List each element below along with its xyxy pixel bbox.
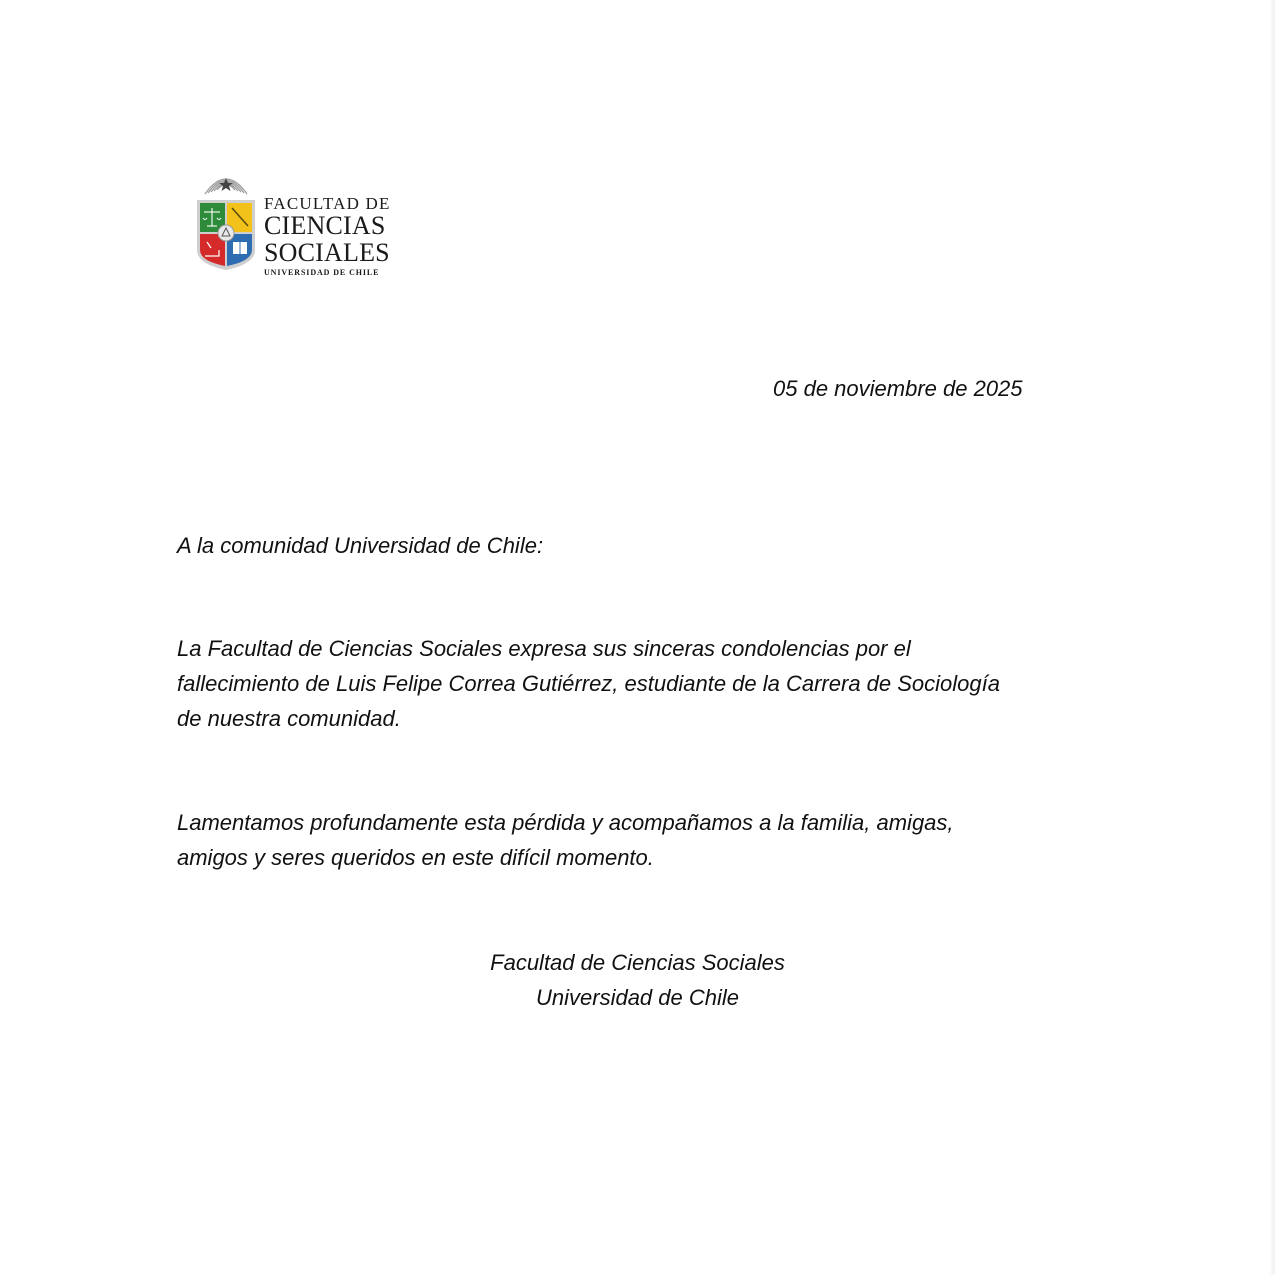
support-paragraph — [177, 805, 954, 875]
signature-faculty: Facultad de Ciencias Sociales — [490, 950, 785, 975]
paragraph-line: amigos y seres queridos en este difícil momento. — [177, 845, 654, 870]
condolence-paragraph — [177, 631, 1000, 736]
letter-date: 05 de noviembre de 2025 — [773, 376, 1023, 401]
letterhead-line-ciencias: CIENCIAS — [264, 211, 386, 240]
paragraph-line: La Facultad de Ciencias Sociales expresa sus sinceras condolencias por el — [177, 636, 911, 661]
page-edge — [1269, 0, 1275, 1275]
paragraph-line: de nuestra comunidad. — [177, 706, 401, 731]
letterhead-text — [264, 195, 391, 277]
letterhead-line-sociales: SOCIALES — [264, 238, 390, 267]
paragraph-line: fallecimiento de Luis Felipe Correa Gutiérrez, estudiante de la Carrera de Sociología — [177, 671, 1000, 696]
university-shield-icon — [195, 166, 257, 274]
letterhead-line-university: UNIVERSIDAD DE CHILE — [264, 268, 380, 277]
letterhead-line-faculty: FACULTAD DE — [264, 194, 391, 213]
signature-university: Universidad de Chile — [536, 985, 739, 1010]
faculty-logo — [195, 166, 405, 278]
letter-salutation: A la comunidad Universidad de Chile: — [177, 533, 544, 558]
paragraph-line: Lamentamos profundamente esta pérdida y acompañamos a la familia, amigas, — [177, 810, 954, 835]
